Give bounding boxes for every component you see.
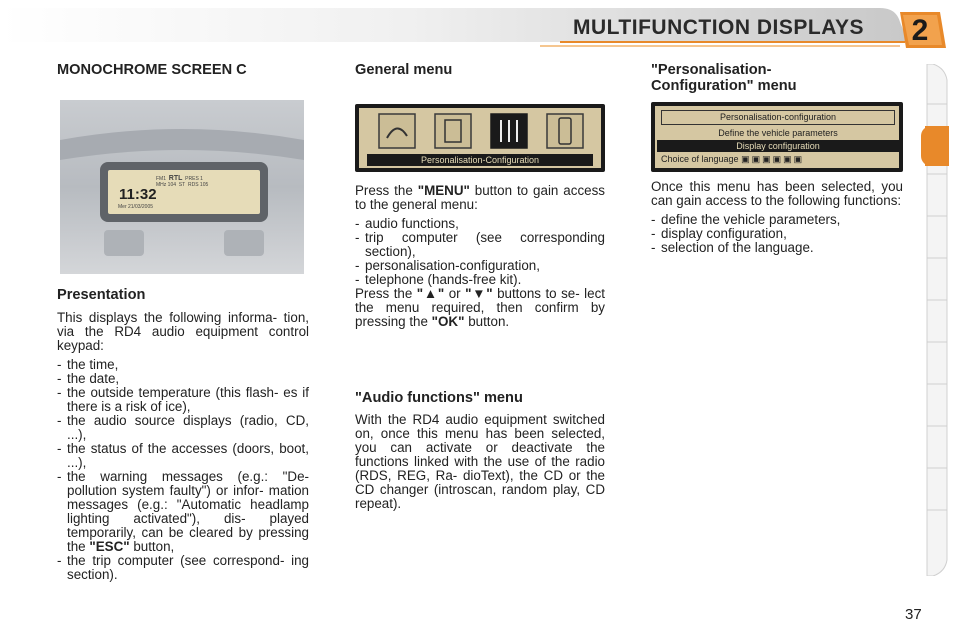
- text: Press the: [355, 286, 417, 301]
- section-title-personalisation-2: Configuration" menu: [651, 78, 797, 94]
- list-item-tail: button,: [129, 539, 175, 554]
- personalisation-list: [651, 213, 903, 255]
- chapter-number: 2: [911, 14, 929, 47]
- list-item: - personalisation-configuration,: [355, 259, 605, 273]
- audio-functions-section: [355, 390, 605, 516]
- presentation-list: [57, 358, 309, 582]
- list-item: - selection of the language.: [651, 241, 903, 255]
- column-general-menu: [355, 62, 605, 78]
- page-title: MULTIFUNCTION DISPLAYS: [572, 16, 864, 39]
- list-item: - telephone (hands-free kit).: [355, 273, 605, 287]
- personalisation-text: [651, 180, 903, 255]
- lcd-row-selected: Display configuration: [657, 140, 899, 152]
- section-title-personalisation-1: "Personalisation-: [651, 62, 772, 78]
- lcd-small-labels: [156, 176, 252, 188]
- presentation-heading: Presentation: [57, 287, 146, 303]
- audio-functions-heading: "Audio functions" menu: [355, 390, 523, 406]
- lcd-row: [661, 154, 895, 165]
- lcd-caption: Personalisation-Configuration: [420, 155, 540, 165]
- section-title-general-menu: General menu: [355, 62, 453, 78]
- list-item: [57, 470, 309, 554]
- general-menu-instructions: [355, 287, 605, 329]
- up-button-label: "▲": [416, 286, 445, 301]
- column-personalisation: [651, 62, 903, 94]
- personalisation-lcd: [651, 102, 903, 172]
- active-chapter-tab: [921, 126, 949, 166]
- personalisation-intro: Once this menu has been selected, you can gain access to the following functions:: [651, 179, 903, 208]
- general-menu-lcd: [355, 104, 605, 172]
- lcd-label: FM1: [156, 176, 166, 182]
- list-item: - the time,: [57, 358, 309, 372]
- down-button-label: "▼": [465, 286, 493, 301]
- lcd-label: RDS 105: [187, 182, 209, 188]
- list-item-text: the warning messages (e.g.: "De- pollution system faulty") or infor- mation messages (e.g.: "Automatic headlamp lighting activated"), dis- played temporarily, can be cleared by pressing the: [67, 469, 309, 554]
- lcd-label: PRES 1: [185, 176, 203, 182]
- text: Press the: [355, 183, 418, 198]
- presentation-section: [57, 287, 309, 582]
- lcd-clock: 11:32: [119, 186, 157, 203]
- list-item: - the status of the accesses (doors, boot, ...),: [57, 442, 309, 470]
- lcd-label: ST: [178, 182, 186, 188]
- text: button to gain access to the general menu:: [355, 183, 605, 212]
- lcd-label: MHz 104: [156, 182, 177, 188]
- general-menu-intro: [355, 184, 605, 212]
- language-flags-icon: ▣▣▣▣▣▣: [741, 154, 805, 164]
- section-title-monochrome: MONOCHROME SCREEN C: [57, 62, 247, 78]
- text: buttons to se- lect the menu required, then confirm by pressing the: [355, 286, 606, 329]
- list-item: - display configuration,: [651, 227, 903, 241]
- ok-button-label: "OK": [431, 314, 465, 329]
- list-item: - the date,: [57, 372, 309, 386]
- lcd-row-text: Choice of language: [661, 154, 739, 164]
- list-item: - the audio source displays (radio, CD, ...),: [57, 414, 309, 442]
- lcd-row-title: Personalisation-configuration: [661, 110, 895, 125]
- lcd-label: RTL: [168, 175, 183, 182]
- list-item: - define the vehicle parameters,: [651, 213, 903, 227]
- list-item: - trip computer (see corresponding section),: [355, 231, 605, 259]
- audio-functions-text: With the RD4 audio equipment switched on, once this menu has been selected, you can activate or deactivate the functions linked with the use of the radio (RDS, REG, Ra- dioText), the CD or the CD changer (introscan, random play, CD repeat).: [355, 412, 605, 511]
- list-item: - audio functions,: [355, 217, 605, 231]
- lcd-date: Mer 21/03/2005: [118, 204, 154, 210]
- general-menu-text: [355, 184, 605, 334]
- column-monochrome-screen: [57, 62, 309, 78]
- menu-button-label: "MENU": [417, 183, 470, 198]
- general-menu-list: [355, 217, 605, 287]
- list-item: - the outside temperature (this flash- es if there is a risk of ice),: [57, 386, 309, 414]
- lcd-row: Define the vehicle parameters: [718, 128, 838, 138]
- list-item: - the trip computer (see correspond- ing section).: [57, 554, 309, 582]
- text: or: [444, 286, 466, 301]
- esc-button-label: "ESC": [89, 539, 130, 554]
- presentation-intro: This displays the following informa- tion, via the RD4 audio equipment control keypad:: [57, 310, 309, 353]
- text: button.: [464, 314, 510, 329]
- page-number: 37: [905, 606, 922, 623]
